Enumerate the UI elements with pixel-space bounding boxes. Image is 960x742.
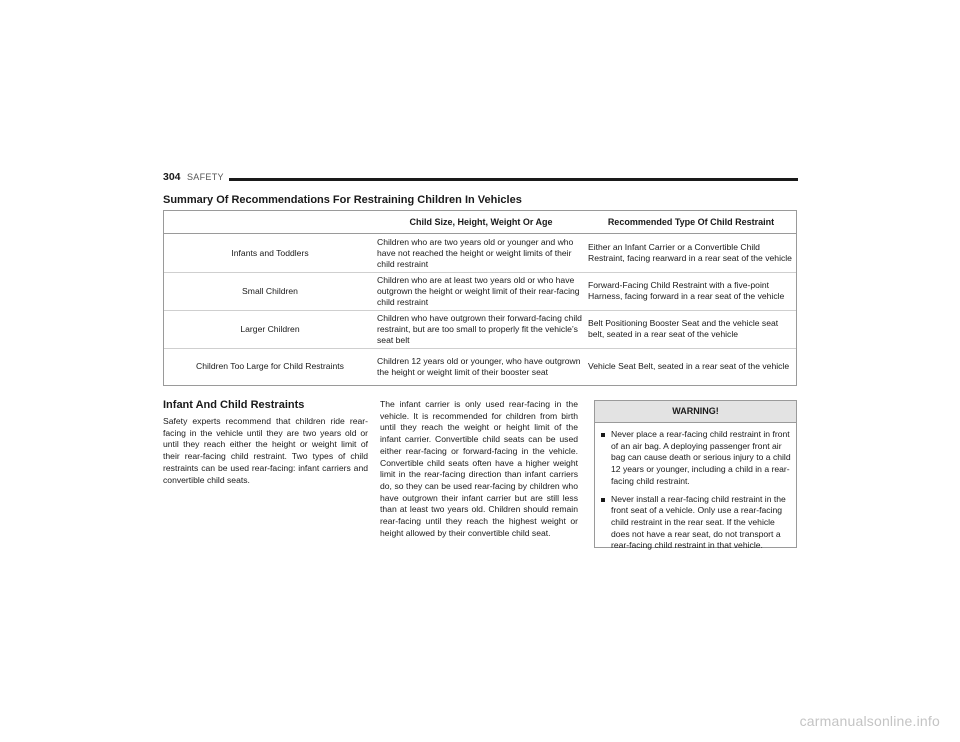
table-row <box>164 234 796 273</box>
column-header-restraint: Recommended Type Of Child Restraint <box>607 217 775 227</box>
table-title: Summary Of Recommendations For Restraining Children In Vehicles <box>163 194 522 206</box>
row-recommendation: Either an Infant Carrier or a Convertible Child Restraint, facing rearward in a rear seat of the vehicle <box>588 242 792 263</box>
page-number: 304 <box>163 171 181 183</box>
watermark: carmanualsonline.info <box>799 713 940 729</box>
row-group-label: Infants and Toddlers <box>231 247 309 258</box>
table-row <box>164 348 796 385</box>
bullet-icon <box>601 498 605 502</box>
row-recommendation: Belt Positioning Booster Seat and the vehicle seat belt, seated in a rear seat of the vehicle <box>588 318 779 339</box>
row-group-label: Children Too Large for Child Restraints <box>196 361 344 371</box>
row-recommendation: Forward-Facing Child Restraint with a five-point Harness, facing forward in a rear seat of the vehicle <box>588 280 785 301</box>
warning-box <box>594 400 797 551</box>
row-group-label: Small Children <box>242 285 298 296</box>
section-title: SAFETY <box>187 172 224 182</box>
paragraph-1: Safety experts recommend that children ride rear-facing in the vehicle until they are two years old or until they reach either the height or weight limit of their rear-facing child restraint. Two types of child restraints can be used rear-facing: infant carriers and convertible child seats. <box>163 416 368 485</box>
row-description: Children who are at least two years old or who have outgrown the height or weight limit of their rear-facing child restraint <box>377 274 580 307</box>
warning-title: WARNING! <box>595 401 796 423</box>
row-group-label: Larger Children <box>240 323 300 334</box>
row-description: Children who are two years old or younger and who have not reached the height or weight limits of their child restraint <box>377 236 574 269</box>
row-description: Children who have outgrown their forward-facing child restraint, but are too small to properly fit the vehicle’s seat belt <box>377 312 582 345</box>
warning-item <box>601 429 792 488</box>
paragraph-2: The infant carrier is only used rear-facing in the vehicle. It is recommended for children from birth until they reach the weight or height limit of the infant carrier. Convertible child seats can be used either rear-facing or forward-facing in the vehicle. Convertible child seats often have a higher weight limit in the rear-facing direction than infant carriers do, so they can be used rear-facing by children who have outgrown their infant carrier but are still less than at least two years old. Children should remain rear-facing until they reach the highest weight or height allowed by their convertible child seat. <box>380 399 578 538</box>
table-row <box>164 310 796 349</box>
column-header-size: Child Size, Height, Weight Or Age <box>409 217 553 227</box>
row-description: Children 12 years old or younger, who have outgrown the height or weight limit of their booster seat <box>377 355 581 377</box>
header-rule <box>229 178 798 181</box>
page-header <box>163 171 798 185</box>
recommendations-table <box>163 210 797 386</box>
warning-list <box>595 423 796 552</box>
warning-item <box>601 494 792 553</box>
row-recommendation: Vehicle Seat Belt, seated in a rear seat of the vehicle <box>588 361 790 371</box>
warning-item-text: Never place a rear-facing child restraint in front of an air bag. A deploying passenger front air bag can cause death or serious injury to a child 12 years or younger, including a child in a rear-facing child restraint. <box>611 429 791 486</box>
warning-item-text: Never install a rear-facing child restraint in the front seat of a vehicle. Only use a rear-facing child restraint in the rear seat. If the vehicle does not have a rear seat, do not transport a rear-facing child restraint in that vehicle. <box>611 493 786 551</box>
table-header-row <box>164 211 796 234</box>
table-row <box>164 272 796 311</box>
section-heading: Infant And Child Restraints <box>163 399 305 411</box>
bullet-icon <box>601 433 605 437</box>
